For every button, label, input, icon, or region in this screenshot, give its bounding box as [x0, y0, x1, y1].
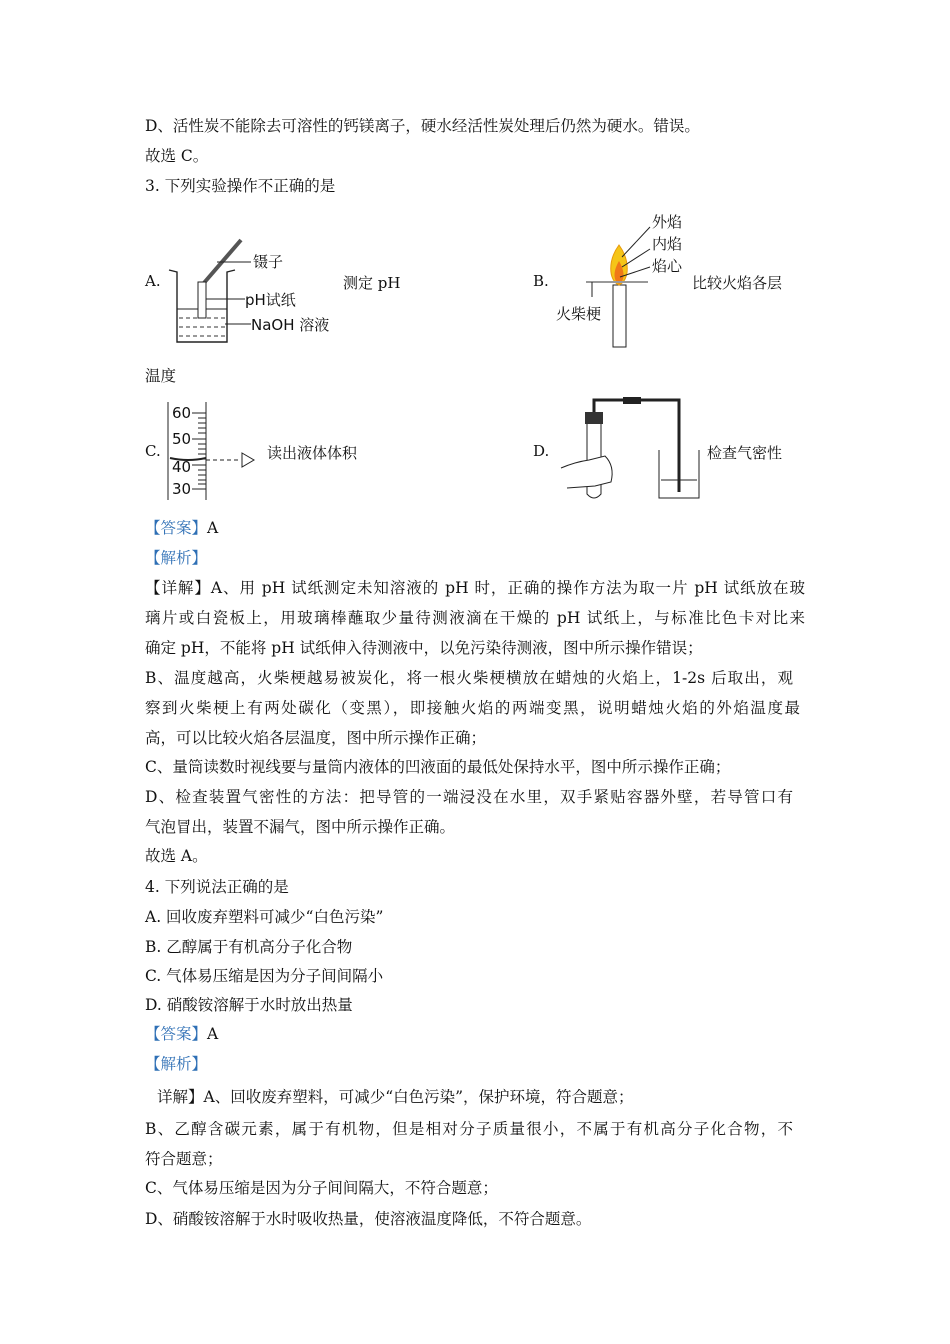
label-flame-core: 焰心 — [652, 257, 683, 275]
answer-value: A — [207, 1025, 219, 1043]
option-d-caption: 检查气密性 — [707, 444, 783, 462]
option-a-letter: A. — [145, 272, 161, 290]
q3-answer — [145, 518, 218, 538]
q4-detail-line: C、气体易压缩是因为分子间间隔大，不符合题意； — [145, 1179, 498, 1197]
tick-30: 30 — [172, 480, 192, 498]
prev-choice: 故选 C。 — [145, 147, 209, 165]
q4-answer — [145, 1024, 218, 1044]
prev-analysis-line: D、活性炭不能除去可溶性的钙镁离子，硬水经活性炭处理后仍然为硬水。错误。 — [145, 117, 700, 135]
candle-flame-diagram — [550, 205, 690, 350]
q3-detail-line: B、温度越高，火柴梗越易被炭化，将一根火柴梗横放在蜡烛的火焰上，1-2s 后取出，观 — [145, 669, 793, 687]
q4-option-c: C. 气体易压缩是因为分子间间隔小 — [145, 967, 384, 985]
q3-detail-line: 璃片或白瓷板上，用玻璃棒蘸取少量待测液滴在干燥的 pH 试纸上，与标准比色卡对比来 — [145, 609, 805, 627]
answer-tag: 【答案】 — [145, 1025, 208, 1043]
answer-tag: 【答案】 — [145, 519, 208, 537]
q3-detail-line: 察到火柴梗上有两处碳化（变黑），即接触火焰的两端变黑，说明蜡烛火焰的外焰温度最 — [145, 699, 800, 717]
q3-detail-line: 故选 A。 — [145, 847, 208, 865]
tick-50: 50 — [172, 430, 192, 448]
ph-test-diagram — [165, 236, 345, 348]
option-c-letter: C. — [145, 442, 161, 460]
label-outer-flame: 外焰 — [652, 213, 683, 231]
airtightness-check-diagram — [555, 396, 705, 502]
q4-detail-line: 详解】A、回收废弃塑料，可减少“白色污染”，保护环境，符合题意； — [157, 1088, 634, 1106]
q3-detail-line: 高，可以比较火焰各层温度，图中所示操作正确； — [145, 729, 487, 747]
label-tweezers: 镊子 — [253, 253, 284, 271]
answer-value: A — [207, 519, 219, 537]
tick-60: 60 — [172, 404, 192, 422]
q3-detail-line: C、量筒读数时视线要与量筒内液体的凹液面的最低处保持水平，图中所示操作正确； — [145, 758, 731, 776]
q4-detail-line: D、硝酸铵溶解于水时吸收热量，使溶液温度降低，不符合题意。 — [145, 1210, 592, 1228]
q3-analysis-tag: 【解析】 — [145, 549, 208, 567]
question-3-stem: 3. 下列实验操作不正确的是 — [145, 177, 336, 195]
option-b-caption: 比较火焰各层 — [692, 274, 783, 292]
tick-40: 40 — [172, 458, 192, 476]
q3-detail-line: D、检查装置气密性的方法：把导管的一端浸没在水里，双手紧贴容器外壁，若导管口有 — [145, 788, 793, 806]
label-inner-flame: 内焰 — [652, 235, 683, 253]
q3-detail-line: 【详解】A、用 pH 试纸测定未知溶液的 pH 时，正确的操作方法为取一片 pH 试纸放在玻 — [145, 579, 805, 597]
question-4-stem: 4. 下列说法正确的是 — [145, 878, 289, 896]
option-b-letter: B. — [533, 272, 549, 290]
option-b-caption-cont: 温度 — [145, 367, 177, 385]
q4-detail-line: B、乙醇含碳元素，属于有机物，但是相对分子质量很小，不属于有机高分子化合物，不 — [145, 1120, 793, 1138]
q4-option-d: D. 硝酸铵溶解于水时放出热量 — [145, 996, 353, 1014]
q3-detail-line: 气泡冒出，装置不漏气，图中所示操作正确。 — [145, 818, 456, 836]
q3-detail-line: 确定 pH，不能将 pH 试纸伸入待测液中，以免污染待测液，图中所示操作错误； — [145, 639, 703, 657]
q4-option-b: B. 乙醇属于有机高分子化合物 — [145, 938, 353, 956]
q4-detail-line: 符合题意； — [145, 1150, 223, 1168]
q4-analysis-tag: 【解析】 — [145, 1055, 208, 1073]
option-c-caption: 读出液体体积 — [267, 444, 358, 462]
option-d-letter: D. — [533, 442, 550, 460]
option-a-caption: 测定 pH — [343, 274, 401, 292]
label-match: 火柴梗 — [556, 305, 602, 323]
label-naoh-solution: NaOH 溶液 — [251, 316, 330, 334]
graduated-cylinder-diagram — [162, 402, 262, 502]
label-ph-paper: pH试纸 — [245, 291, 296, 309]
q4-option-a: A. 回收废弃塑料可减少“白色污染” — [145, 908, 384, 926]
